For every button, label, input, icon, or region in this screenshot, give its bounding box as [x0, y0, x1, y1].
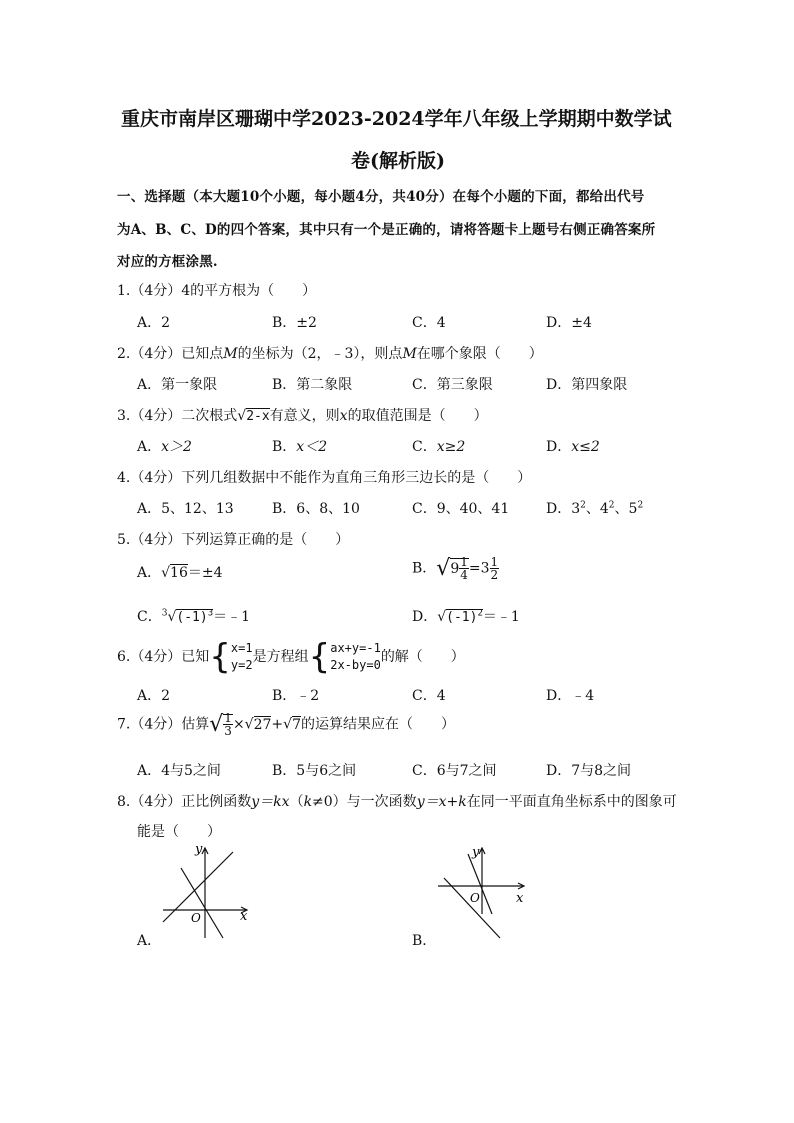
q8-graph-b: [432, 842, 532, 942]
q1-option-b: B．±2: [272, 315, 317, 331]
q1-option-d: D．±4: [546, 315, 592, 331]
q6-option-b: B．﹣2: [272, 688, 320, 704]
q6-option-a: A．2: [137, 688, 171, 704]
q7-option-b: B．5与6之间: [272, 763, 357, 779]
graph-line-1: [468, 854, 492, 914]
q2-option-c: C．第三象限: [412, 377, 493, 393]
q3-option-b: B．x＜2: [272, 439, 328, 455]
q4-option-a: A．5、12、13: [137, 501, 234, 517]
q4-stem: 4.（4分）下列几组数据中不能作为直角三角形三边长的是（ ）: [117, 470, 532, 486]
q5-option-d: D．$√(-1)^2=﹣1$: [412, 608, 520, 625]
q4-option-b: B．6、8、10: [272, 501, 360, 517]
q2-option-a: A．第一象限: [137, 377, 218, 393]
q3-radicand: 2-x: [246, 409, 270, 424]
q3-option-d: D．x≤2: [546, 439, 600, 455]
axis-label-x: x: [240, 909, 248, 924]
q7-option-d: D．7与8之间: [546, 763, 632, 779]
q8-graph-a: [155, 842, 255, 942]
q6-option-d: D．﹣4: [546, 688, 595, 704]
axis-label-y: y: [195, 842, 203, 857]
q5-option-c: C．$^3√(-1)^3=﹣1$: [137, 608, 251, 625]
q3-option-a: A．x＞2: [137, 439, 192, 455]
section-line1: 一、选择题（本大题10个小题，每小题4分，共40分）在每个小题的下面，都给出代号: [117, 189, 645, 205]
q3-stem: 3.（4分）二次根式√2-x有意义，则x的取值范围是（ ）: [117, 408, 488, 424]
q7-stem: 7.（4分）估算√ $\frac{1}{3}$ ×√27+√7的运算结果应在（ ）: [117, 711, 455, 738]
q5-option-a: A．√16＝±4: [137, 565, 223, 581]
q1-option-c: C．4: [412, 315, 446, 331]
q2-stem: 2.（4分）已知点M的坐标为（2，﹣3），则点M在哪个象限（ ）: [117, 346, 543, 362]
q8-stem: 8.（4分）正比例函数y＝kx（k≠0）与一次函数y＝x+k在同一平面直角坐标系中的图象可: [117, 794, 677, 810]
origin-label: O: [191, 911, 201, 925]
q6-stem: 6.（4分）已知{ x=1 y=2 是方程组{ ax+y=-1 2x-by=0 的解（ ）: [117, 637, 465, 677]
q7-option-a: A．4与5之间: [137, 763, 221, 779]
origin-label: O: [470, 891, 480, 905]
doc-title-line1: 重庆市南岸区珊瑚中学2023-2024学年八年级上学期期中数学试: [121, 108, 672, 130]
q1-option-a: A．2: [137, 315, 171, 331]
q8-option-b: B．: [412, 933, 437, 949]
section-line2: 为A、B、C、D的四个答案，其中只有一个是正确的，请将答题卡上题号右侧正确答案所: [117, 222, 656, 238]
axis-label-x: x: [516, 891, 524, 906]
graph-line-1: [181, 868, 223, 938]
q6-option-c: C．4: [412, 688, 446, 704]
q5-stem: 5.（4分）下列运算正确的是（ ）: [117, 532, 350, 548]
q1-stem: 1.（4分）4的平方根为（ ）: [117, 283, 317, 299]
q4-option-d: D．$3^2$、$4^2$、$5^2$: [546, 500, 644, 517]
graph-line-2: [444, 878, 500, 938]
q8-stem-line2: 能是（ ）: [137, 824, 221, 840]
q2-option-d: D．第四象限: [546, 377, 628, 393]
q5-option-b: B．√9 $\frac{1}{4}$ =3 $\frac{1}{2}$: [412, 555, 499, 582]
sqrt-sign: √: [237, 408, 247, 424]
q3-option-c: C．x≥2: [412, 439, 466, 455]
q2-option-b: B．第二象限: [272, 377, 353, 393]
section-line3: 对应的方框涂黑.: [117, 254, 218, 270]
q8-option-a: A．: [137, 933, 162, 949]
q7-option-c: C．6与7之间: [412, 763, 497, 779]
axis-label-y: y: [472, 845, 480, 860]
q4-option-c: C．9、40、41: [412, 501, 510, 517]
doc-title-line2: 卷(解析版): [351, 150, 445, 172]
